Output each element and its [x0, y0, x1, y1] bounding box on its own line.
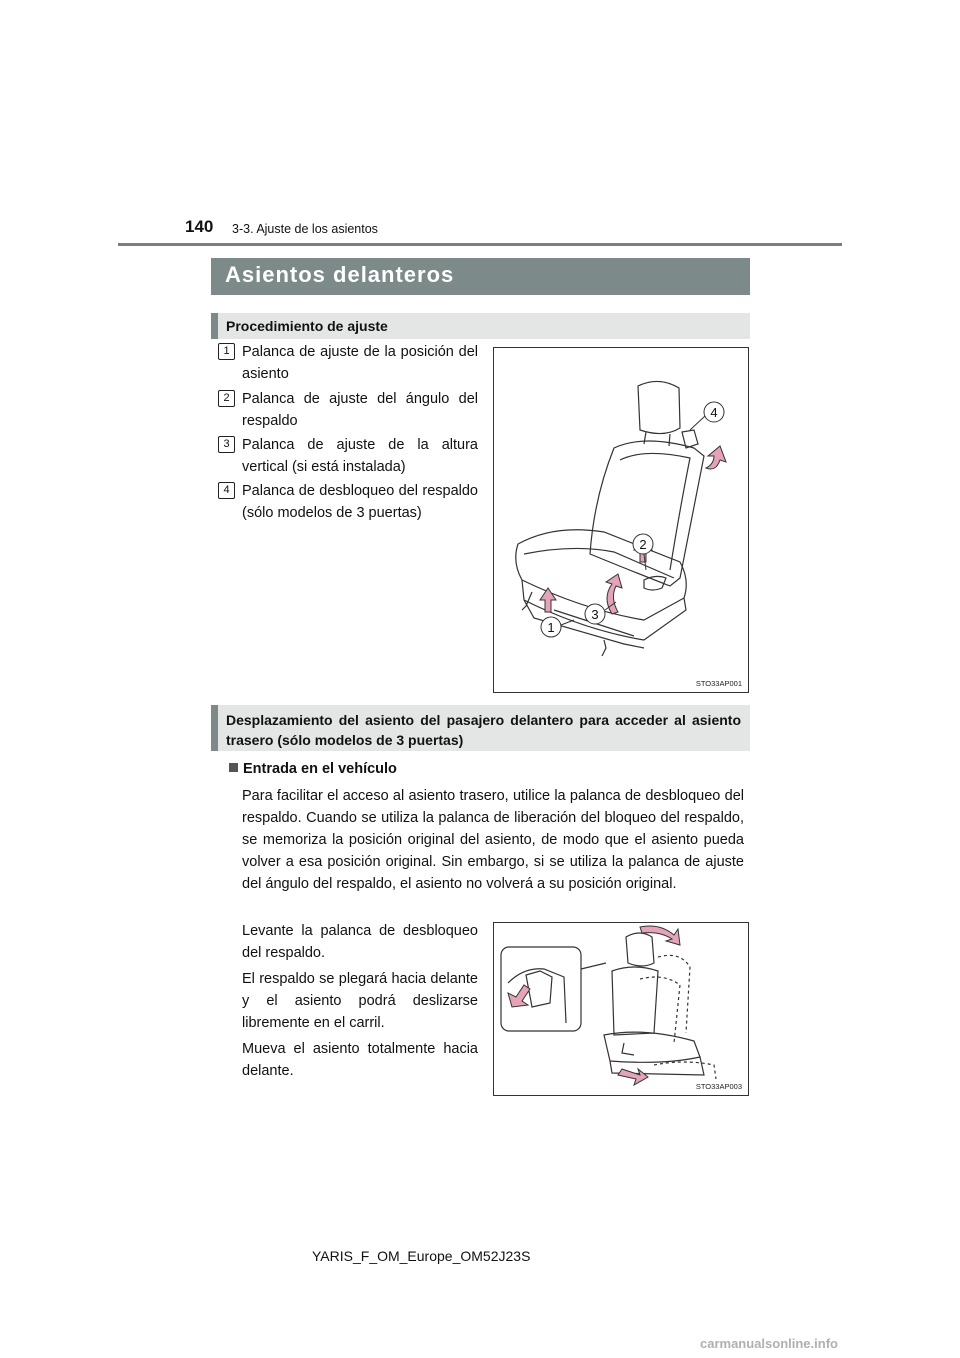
- item-number-3: 3: [218, 436, 235, 453]
- figure-callout-4: 4: [710, 405, 718, 420]
- page-number: 140: [185, 217, 214, 236]
- subsection-heading-adjustment: [211, 313, 750, 339]
- figure-callout-1: 1: [547, 620, 555, 635]
- step-text: El respaldo se plegará hacia delante y el asiento podrá deslizarse libremente en el carril.: [242, 971, 478, 1031]
- body-paragraph: Para facilitar el acceso al asiento trasero, utilice la palanca de desbloqueo del respaldo. Cuando se utiliza la palanca de liberación del bloqueo del respaldo, se memoriza la posición original del asiento, de modo que el asiento pueda volver a esa posición original. Sin embargo, si se utiliza la palanca de ajuste del ángulo del respaldo, el asiento no volverá a su posición original.: [242, 788, 744, 892]
- header-rule: [118, 243, 842, 246]
- item-number-4: 4: [218, 482, 235, 499]
- subsection-heading-rear-access: [211, 705, 750, 751]
- bullet-heading-text: Entrada en el vehículo: [243, 761, 397, 777]
- step-text: Levante la palanca de desbloqueo del respaldo.: [242, 923, 478, 961]
- watermark: carmanualsonline.info: [700, 1336, 838, 1351]
- list-item: Palanca de ajuste del ángulo del respaldo: [242, 391, 478, 429]
- subsection-heading-text: Desplazamiento del asiento del pasajero delantero para acceder al asiento trasero (sólo modelos de 3 puertas): [226, 712, 741, 748]
- footer-document-code: YARIS_F_OM_Europe_OM52J23S: [312, 1248, 531, 1264]
- figure-code: STO33AP003: [695, 1082, 742, 1091]
- breadcrumb: 3-3. Ajuste de los asientos: [232, 222, 378, 236]
- step-text: Mueva el asiento totalmente hacia delante.: [242, 1041, 478, 1079]
- steps-paragraph: [242, 920, 478, 1086]
- item-number-1: 1: [218, 343, 235, 360]
- list-item: Palanca de ajuste de la posición del asiento: [242, 344, 478, 382]
- subsection-heading-text: Procedimiento de ajuste: [226, 318, 388, 334]
- list-item: Palanca de ajuste de la altura vertical (si está instalada): [242, 437, 478, 475]
- seat-fold-illustration: [494, 923, 748, 1095]
- figure-callout-2: 2: [639, 537, 647, 552]
- bullet-heading: [229, 761, 397, 777]
- item-number-2: 2: [218, 390, 235, 407]
- seat-adjustment-figure: [493, 347, 749, 693]
- figure-callout-3: 3: [591, 607, 599, 622]
- seat-fold-figure: [493, 922, 749, 1096]
- page-title: Asientos delanteros: [225, 262, 455, 287]
- bullet-square-icon: [229, 763, 238, 772]
- section-title-bar: [211, 258, 750, 295]
- list-item: Palanca de desbloqueo del respaldo (sólo modelos de 3 puertas): [242, 483, 478, 521]
- figure-code: STO33AP001: [695, 679, 742, 688]
- seat-illustration: [494, 348, 748, 692]
